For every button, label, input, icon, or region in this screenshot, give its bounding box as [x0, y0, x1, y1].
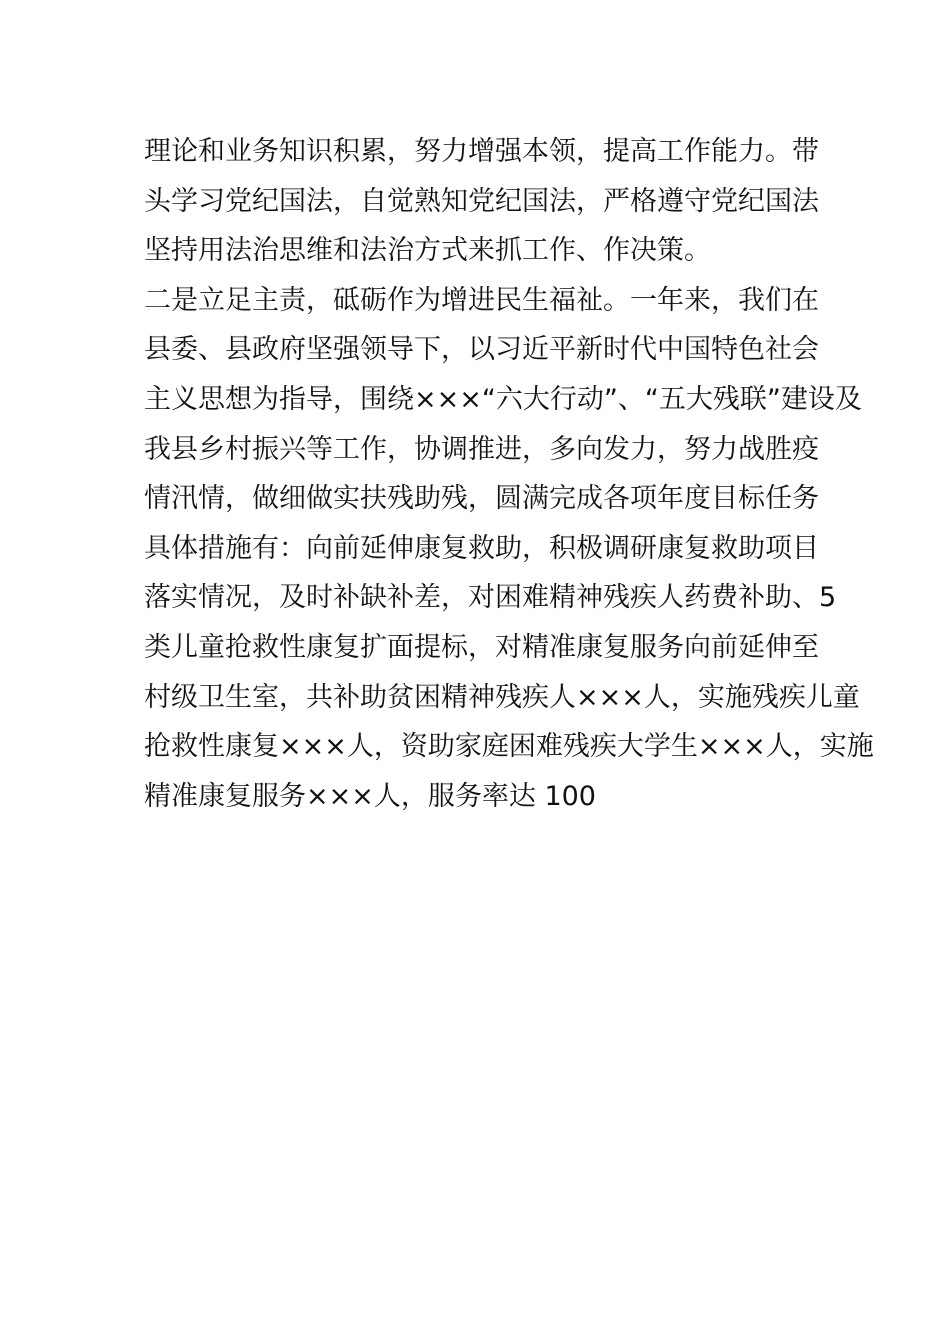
text-line: 精准康复服务×××人，服务率达 100: [144, 780, 596, 812]
text-line: 村级卫生室，共补助贫困精神残疾人×××人，实施残疾儿童: [144, 681, 860, 713]
paragraph-start-line: 二是立足主责，砥砺作为增进民生福祉。一年来，我们在: [144, 284, 819, 316]
text-line: 头学习党纪国法，自觉熟知党纪国法，严格遵守党纪国法: [144, 185, 819, 217]
text-line: 主义思想为指导，围绕×××“六大行动”、“五大残联”建设及: [144, 383, 862, 415]
text-line: 情汛情，做细做实扶残助残，圆满完成各项年度目标任务: [144, 483, 819, 515]
text-line: 理论和业务知识积累，努力增强本领，提高工作能力。带: [144, 136, 819, 167]
text-line: 类儿童抢救性康复扩面提标，对精准康复服务向前延伸至: [144, 631, 819, 663]
text-line: 县委、县政府坚强领导下，以习近平新时代中国特色社会: [144, 334, 819, 366]
text-line: 落实情况，及时补缺补差，对困难精神残疾人药费补助、5: [144, 582, 837, 614]
body-text: [144, 127, 874, 821]
text-line: 我县乡村振兴等工作，协调推进，多向发力，努力战胜疫: [144, 433, 819, 465]
text-line: 抢救性康复×××人，资助家庭困难残疾大学生×××人，实施: [144, 731, 874, 763]
text-line: 坚持用法治思维和法治方式来抓工作、作决策。: [144, 235, 711, 267]
text-line: 具体措施有：向前延伸康复救助，积极调研康复救助项目: [144, 532, 819, 564]
